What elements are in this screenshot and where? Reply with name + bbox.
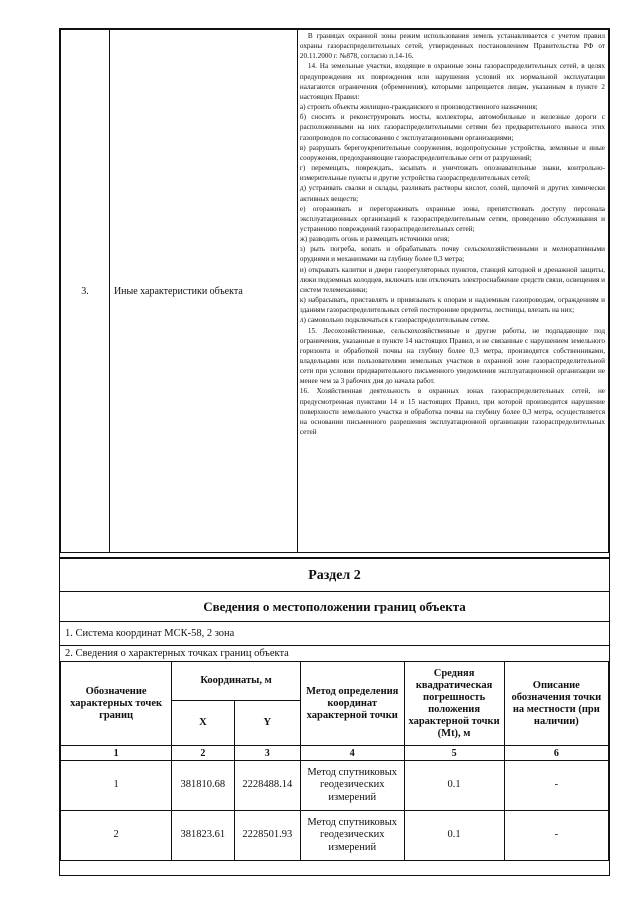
rules-paragraph: е) огораживать и перегораживать охранные зоны, препятствовать доступу персонала эксплуатационных организаций к газораспределительным сетям, проведению обслуживания и устранению повреждений газораспределительных сетей; [299, 204, 605, 233]
index-cell: 5 [404, 746, 504, 761]
rules-paragraph: б) сносить и реконструировать мосты, коллекторы, автомобильные и железные дороги с расположенными на них газораспределительными сетями без предварительного выноса этих газопроводов по согласованию с эксплуатационными организациями; [299, 113, 605, 142]
rules-paragraph: ж) разводить огонь и размещать источники огня; [299, 235, 450, 244]
rules-paragraph: 14. На земельные участки, входящие в охранные зоны газораспределительных сетей, в целях предупреждения их повреждения или нарушения условий их нормальной эксплуатации налагаются ограничения (обременения), которыми запрещается лицам, указанным в пункте 2 настоящих Правил: [299, 62, 605, 101]
index-cell: 1 [61, 746, 172, 761]
header-x: X [172, 701, 234, 746]
boundary-points-table [60, 661, 609, 861]
rules-paragraph: 16. Хозяйственная деятельность в охранных зонах газораспределительных сетей, не предусмотренная пунктами 14 и 15 настоящих Правил, при которой производится нарушение поверхности земельного участка и обработка почвы на глубину более 0,3 метра, осуществляется на основании письменного разрешения эксплуатационной организации газораспределительных сетей [299, 387, 605, 437]
header-description: Описание обозначения точки на местности (при наличии) [504, 662, 608, 746]
index-cell: 4 [300, 746, 404, 761]
table-row [61, 30, 609, 553]
row-name: Иные характеристики объекта [109, 30, 297, 553]
point-id: 1 [61, 761, 172, 811]
rules-paragraph: л) самовольно подключаться к газораспределительным сетям. [299, 316, 490, 325]
point-accuracy: 0.1 [404, 761, 504, 811]
index-cell: 3 [234, 746, 300, 761]
rules-paragraph: а) строить объекты жилищно-гражданского и производственного назначения; [299, 103, 538, 112]
point-id: 2 [61, 811, 172, 861]
characteristics-table [60, 29, 609, 553]
point-description: - [504, 761, 608, 811]
point-x: 381823.61 [172, 811, 234, 861]
section-title: Раздел 2 [60, 557, 609, 591]
section-subtitle: Сведения о местоположении границ объекта [60, 591, 609, 621]
point-x: 381810.68 [172, 761, 234, 811]
rules-paragraph: в) разрушать берегоукрепительные сооружения, водопропускные устройства, земляные и иные сооружения, предохраняющие газораспределительные сети от разрушений; [299, 143, 605, 162]
point-method: Метод спутниковых геодезических измерений [300, 811, 404, 861]
header-y: Y [234, 701, 300, 746]
rules-text [297, 30, 608, 553]
rules-paragraphs [300, 31, 605, 437]
coordinate-system: 1. Система координат МСК-58, 2 зона [60, 621, 609, 645]
point-accuracy: 0.1 [404, 811, 504, 861]
index-cell: 6 [504, 746, 608, 761]
rules-paragraph: 15. Лесохозяйственные, сельскохозяйственные и другие работы, не подпадающие под ограничения, указанные в пункте 14 настоящих Правил, и не связанные с нарушением земельного горизонта и обработкой почвы на глубину более 0,3 метра, производятся собственниками, владельцами или пользователями земельных участков в охранной зоне газораспределительной сети при условии предварительного письменного уведомления эксплуатационной организации не менее чем за 3 рабочих дня до начала работ. [299, 326, 605, 386]
point-method: Метод спутниковых геодезических измерений [300, 761, 404, 811]
rules-paragraph: д) устраивать свалки и склады, разливать растворы кислот, солей, щелочей и других химически активных веществ; [299, 184, 605, 203]
points-heading: 2. Сведения о характерных точках границ объекта [60, 645, 609, 661]
rules-paragraph: г) перемещать, повреждать, засыпать и уничтожать опознавательные знаки, контрольно-измерительные пункты и другие устройства газораспределительных сетей; [299, 164, 605, 183]
index-row [61, 746, 609, 761]
rules-paragraph: В границах охранной зоны режим использования земель устанавливается с учетом правил охраны газораспределительных сетей, утвержденных постановлением Правительства РФ от 20.11.2000 г. №878, согласно п.14-16. [299, 32, 605, 61]
row-number: 3. [61, 30, 110, 553]
point-description: - [504, 811, 608, 861]
header-coordinates: Координаты, м [172, 662, 301, 701]
rules-paragraph: к) набрасывать, приставлять и привязывать к опорам и надземным газопроводам, ограждениям и зданиям газораспределительных сетей посторонние предметы, лестницы, влезать на них; [299, 296, 605, 315]
header-designation: Обозначение характерных точек границ [61, 662, 172, 746]
table-row [61, 811, 609, 861]
point-y: 2228501.93 [234, 811, 300, 861]
header-method: Метод определения координат характерной точки [300, 662, 404, 746]
rules-paragraph: и) открывать калитки и двери газорегуляторных пунктов, станций катодной и дренажной защиты, люки подземных колодцев, включать или отключать электроснабжение средств связи, освещения и систем телемеханики; [299, 265, 605, 294]
point-y: 2228488.14 [234, 761, 300, 811]
rules-paragraph: з) рыть погреба, копать и обрабатывать почву сельскохозяйственными и мелиоративными орудиями и механизмами на глубину более 0,3 метра; [299, 245, 605, 264]
header-row [61, 662, 609, 701]
header-accuracy: Средняя квадратическая погрешность положения характерной точки (Mt), м [404, 662, 504, 746]
index-cell: 2 [172, 746, 234, 761]
table-row [61, 761, 609, 811]
